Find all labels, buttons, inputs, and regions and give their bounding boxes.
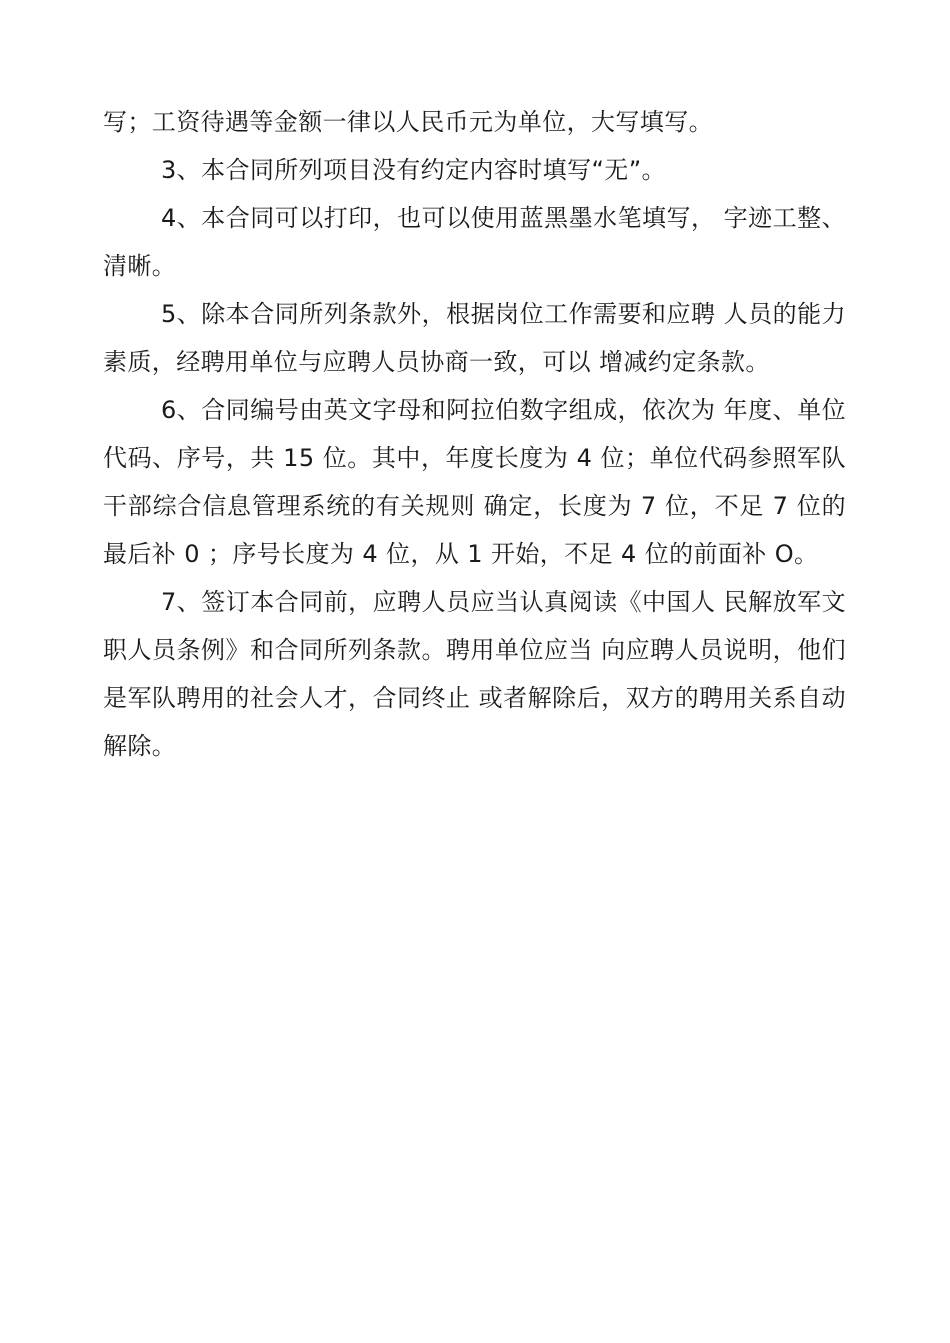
paragraph-item-3: 3、本合同所列项目没有约定内容时填写“无”。 bbox=[161, 156, 666, 184]
paragraph-continuation: 写；工资待遇等金额一律以人民币元为单位，大写填写。 bbox=[103, 108, 713, 136]
paragraph-item-7: 7、签订本合同前，应聘人员应当认真阅读《中国人 民解放军文职人员条例》和合同所列条款。聘用单位应当 向应聘人员说明，他们是军队聘用的社会人才，合同终止 或者解除后，双方的聘用关系自动解除。 bbox=[103, 588, 846, 760]
document-body bbox=[103, 98, 846, 770]
paragraph-item-4: 4、本合同可以打印，也可以使用蓝黑墨水笔填写， 字迹工整、清晰。 bbox=[103, 204, 846, 280]
paragraph-item-5: 5、除本合同所列条款外，根据岗位工作需要和应聘 人员的能力素质，经聘用单位与应聘人员协商一致，可以 增减约定条款。 bbox=[103, 300, 846, 376]
paragraph-item-6: 6、合同编号由英文字母和阿拉伯数字组成，依次为 年度、单位代码、序号，共 15 位。其中，年度长度为 4 位；单位代码参照军队干部综合信息管理系统的有关规则 确定，长度为 7 位，不足 7 位的最后补 0 ；序号长度为 4 位，从 1 开始，不足 4 位的前面补 O。 bbox=[103, 396, 846, 568]
